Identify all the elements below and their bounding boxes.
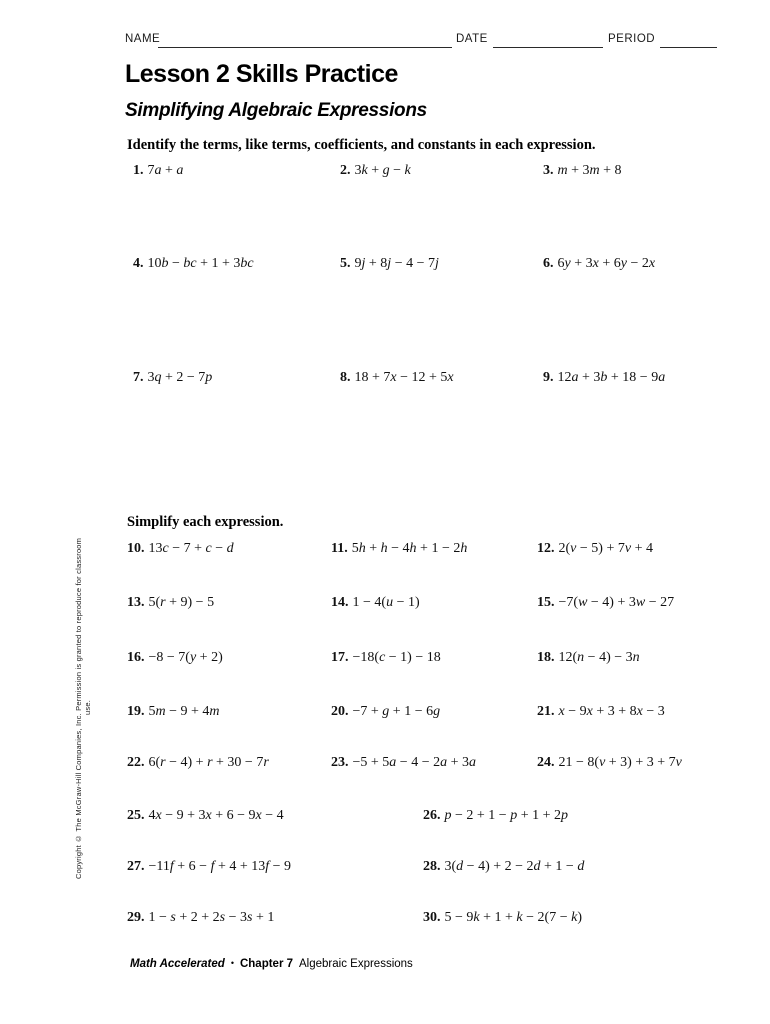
problem-expression: 5m − 9 + 4m <box>148 704 220 719</box>
problem-number: 24. <box>537 755 555 770</box>
problem-number: 30. <box>423 910 441 925</box>
problem-27 <box>127 859 291 875</box>
simplify-instruction: Simplify each expression. <box>127 514 284 530</box>
problem-expression: −8 − 7(y + 2) <box>148 650 223 665</box>
problem-expression: 6(r − 4) + r + 30 − 7r <box>148 755 269 770</box>
problem-number: 17. <box>331 650 349 665</box>
problem-number: 7. <box>133 370 144 385</box>
problem-number: 12. <box>537 541 555 556</box>
problem-number: 29. <box>127 910 145 925</box>
problem-expression: m + 3m + 8 <box>557 163 622 178</box>
problem-number: 15. <box>537 595 555 610</box>
problem-number: 23. <box>331 755 349 770</box>
problem-expression: −18(c − 1) − 18 <box>352 650 441 665</box>
problem-23 <box>331 755 476 771</box>
problem-18 <box>537 650 640 666</box>
problem-20 <box>331 704 440 720</box>
copyright-sidebar: Copyright © The McGraw-Hill Companies, Inc. Permission is granted to reproduce for classroom use. <box>74 537 92 879</box>
problem-30 <box>423 910 582 926</box>
page-footer <box>130 958 413 970</box>
problem-expression: 5(r + 9) − 5 <box>148 595 215 610</box>
problem-expression: 12(n − 4) − 3n <box>558 650 640 665</box>
problem-1 <box>133 163 183 179</box>
problem-expression: 21 − 8(v + 3) + 3 + 7v <box>558 755 682 770</box>
problem-number: 4. <box>133 256 144 271</box>
problem-7 <box>133 370 212 386</box>
problem-expression: 12a + 3b + 18 − 9a <box>557 370 666 385</box>
problem-number: 11. <box>331 541 348 556</box>
problem-number: 28. <box>423 859 441 874</box>
problem-expression: 3k + g − k <box>354 163 411 178</box>
problem-number: 22. <box>127 755 145 770</box>
problem-9 <box>543 370 665 386</box>
problem-number: 25. <box>127 808 145 823</box>
problem-expression: −11f + 6 − f + 4 + 13f − 9 <box>148 859 292 874</box>
problem-number: 14. <box>331 595 349 610</box>
problem-number: 18. <box>537 650 555 665</box>
problem-number: 5. <box>340 256 351 271</box>
problem-21 <box>537 704 665 720</box>
problem-expression: 13c − 7 + c − d <box>148 541 234 556</box>
problem-number: 20. <box>331 704 349 719</box>
problem-13 <box>127 595 214 611</box>
problem-2 <box>340 163 411 179</box>
problem-number: 1. <box>133 163 144 178</box>
problem-expression: 6y + 3x + 6y − 2x <box>557 256 656 271</box>
problem-expression: 3(d − 4) + 2 − 2d + 1 − d <box>444 859 585 874</box>
problem-19 <box>127 704 220 720</box>
period-label: PERIOD <box>608 33 656 45</box>
footer-book-title: Math Accelerated <box>130 958 225 970</box>
problem-expression: 1 − 4(u − 1) <box>352 595 420 610</box>
problem-25 <box>127 808 284 824</box>
problem-8 <box>340 370 454 386</box>
problem-6 <box>543 256 655 272</box>
problem-number: 19. <box>127 704 145 719</box>
page-subtitle: Simplifying Algebraic Expressions <box>125 100 427 121</box>
problem-10 <box>127 541 234 557</box>
problem-expression: 3q + 2 − 7p <box>147 370 213 385</box>
problem-24 <box>537 755 682 771</box>
page-title: Lesson 2 Skills Practice <box>125 60 398 88</box>
problem-17 <box>331 650 441 666</box>
problem-expression: 4x − 9 + 3x + 6 − 9x − 4 <box>148 808 284 823</box>
identify-instruction: Identify the terms, like terms, coefficients, and constants in each expression. <box>127 137 596 153</box>
problem-expression: 1 − s + 2 + 2s − 3s + 1 <box>148 910 275 925</box>
problem-12 <box>537 541 653 557</box>
problem-16 <box>127 650 223 666</box>
problem-expression: −5 + 5a − 4 − 2a + 3a <box>352 755 476 770</box>
problem-number: 9. <box>543 370 554 385</box>
problem-expression: 5h + h − 4h + 1 − 2h <box>351 541 468 556</box>
problem-number: 21. <box>537 704 555 719</box>
date-blank-line <box>493 33 603 48</box>
date-label: DATE <box>456 33 488 45</box>
problem-14 <box>331 595 420 611</box>
problem-number: 13. <box>127 595 145 610</box>
problem-5 <box>340 256 439 272</box>
problem-number: 10. <box>127 541 145 556</box>
period-blank-line <box>660 33 717 48</box>
problem-15 <box>537 595 674 611</box>
problem-expression: x − 9x + 3 + 8x − 3 <box>558 704 665 719</box>
footer-chapter: Chapter 7 <box>239 958 294 970</box>
problem-expression: 7a + a <box>147 163 184 178</box>
footer-bullet-separator: • <box>230 958 234 968</box>
problem-28 <box>423 859 584 875</box>
problem-22 <box>127 755 269 771</box>
problem-4 <box>133 256 254 272</box>
footer-chapter-title: Algebraic Expressions <box>299 958 413 970</box>
problem-number: 8. <box>340 370 351 385</box>
problem-11 <box>331 541 467 557</box>
problem-number: 2. <box>340 163 351 178</box>
problem-number: 16. <box>127 650 145 665</box>
problem-expression: 2(v − 5) + 7v + 4 <box>558 541 653 556</box>
problem-number: 27. <box>127 859 145 874</box>
problem-number: 3. <box>543 163 554 178</box>
problem-3 <box>543 163 622 179</box>
problem-expression: 5 − 9k + 1 + k − 2(7 − k) <box>444 910 582 925</box>
problem-number: 26. <box>423 808 441 823</box>
problem-expression: 18 + 7x − 12 + 5x <box>354 370 454 385</box>
problem-expression: 9j + 8j − 4 − 7j <box>354 256 439 271</box>
name-label: NAME <box>125 33 161 45</box>
problem-expression: p − 2 + 1 − p + 1 + 2p <box>444 808 568 823</box>
problem-26 <box>423 808 568 824</box>
problem-expression: 10b − bc + 1 + 3bc <box>147 256 254 271</box>
problem-expression: −7(w − 4) + 3w − 27 <box>558 595 675 610</box>
name-blank-line <box>158 33 452 48</box>
problem-number: 6. <box>543 256 554 271</box>
problem-29 <box>127 910 274 926</box>
problem-expression: −7 + g + 1 − 6g <box>352 704 441 719</box>
